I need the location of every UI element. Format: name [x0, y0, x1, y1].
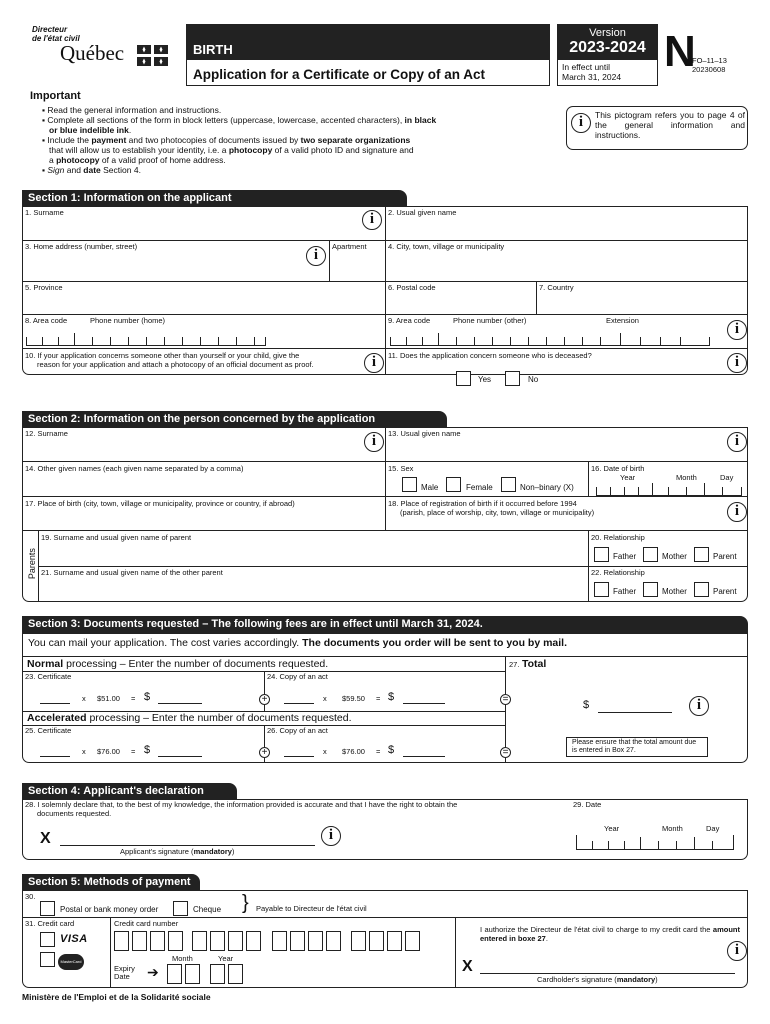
important-item-cont: that will allow us to establish your identity, i.e. a photocopy of a valid photo ID and signature and [49, 145, 414, 155]
field4-label: 4. City, town, village or municipality [388, 242, 505, 251]
info-icon[interactable]: i [727, 432, 747, 452]
money-order-checkbox[interactable] [40, 901, 55, 916]
info-icon[interactable]: i [727, 320, 747, 340]
arrow-right-icon: ➔ [147, 964, 159, 980]
field26-label: 26. Copy of an act [267, 726, 328, 735]
field2-label: 2. Usual given name [388, 208, 457, 217]
field8-label: 8. Area code [25, 316, 68, 325]
field11-label: 11. Does the application concern someone who is deceased? [388, 351, 592, 360]
info-icon[interactable]: i [364, 353, 384, 373]
section1-header: Section 1: Information on the applicant [22, 190, 407, 207]
day-label: Day [720, 473, 734, 482]
rel1-parent-checkbox[interactable] [694, 547, 709, 562]
signature-x: X [40, 830, 51, 847]
deceased-yes-checkbox[interactable] [456, 371, 471, 386]
rel2-mother-checkbox[interactable] [643, 582, 658, 597]
field27-label: 27. [509, 660, 520, 669]
pictogram-text: This pictogram refers you to page 4 of the general information and instructions. [595, 110, 745, 140]
visa-logo: VISA [60, 933, 88, 945]
equals-icon: = [500, 747, 511, 758]
field20-label: 20. Relationship [591, 533, 645, 542]
father-label: Father [613, 552, 637, 561]
equals-label: = [376, 694, 381, 703]
month-label: Month [662, 824, 683, 833]
important-item: ▪ Read the general information and instructions. [42, 105, 222, 115]
price23: $51.00 [97, 694, 120, 703]
equals-label: = [131, 747, 136, 756]
cheque-checkbox[interactable] [173, 901, 188, 916]
effect-line1: In effect until [562, 62, 611, 72]
cc-number-label: Credit card number [114, 919, 179, 928]
female-label: Female [466, 483, 493, 492]
version-box [557, 24, 658, 86]
qty26-input[interactable] [284, 756, 314, 757]
price24: $59.50 [342, 694, 365, 703]
gov-line1: Directeur [32, 25, 68, 34]
brace-icon: } [242, 892, 249, 914]
important-title: Important [30, 90, 81, 102]
version-years: 2023-2024 [569, 39, 646, 56]
normal-processing-label: Normal processing – Enter the number of documents requested. [27, 658, 329, 670]
qty23-input[interactable] [40, 703, 70, 704]
yes-label: Yes [478, 375, 492, 384]
expiry-label: Expiry [114, 964, 135, 973]
field29-label: 29. Date [573, 800, 602, 809]
authorization-text: I authorize the Directeur de l'état civil to charge to my credit card the amount entered in boxe 27. [480, 925, 740, 943]
mail-note: You can mail your application. The cost varies accordingly. The documents you order will be sent to you by mail. [28, 637, 567, 649]
sex-male-checkbox[interactable] [402, 477, 417, 492]
important-list [42, 105, 522, 175]
field16-label: 16. Date of birth [591, 464, 645, 473]
field10-label-cont: reason for your application and attach a photocopy of an official document as proof. [37, 360, 314, 369]
amount24-input[interactable] [403, 703, 445, 704]
field3-label: 3. Home address (number, street) [25, 242, 138, 251]
month-label: Month [172, 954, 193, 963]
dollar-label: $ [144, 691, 151, 703]
expiry-label-cont: Date [114, 972, 130, 981]
parent-label: Parent [713, 587, 737, 596]
form-title: Application for a Certificate or Copy of an Act [193, 67, 486, 82]
month-label: Month [676, 473, 697, 482]
important-item-cont: or blue indelible ink. [49, 125, 132, 135]
section3-header: Section 3: Documents requested – The following fees are in effect until March 31, 2024. [22, 616, 748, 633]
important-item: ▪ Sign and date Section 4. [42, 165, 141, 175]
parents-label: Parents [26, 548, 37, 580]
field6-label: 6. Postal code [388, 283, 436, 292]
x-label: x [323, 694, 327, 703]
info-icon[interactable]: i [727, 353, 747, 373]
field18-label-cont: (parish, place of worship, city, town, village or municipality) [400, 508, 595, 517]
cardholder-signature-x: X [462, 958, 473, 975]
father-label: Father [613, 587, 637, 596]
deceased-no-checkbox[interactable] [505, 371, 520, 386]
field15-label: 15. Sex [388, 464, 414, 473]
field30-label: 30. [25, 892, 36, 901]
rel2-parent-checkbox[interactable] [694, 582, 709, 597]
visa-checkbox[interactable] [40, 932, 55, 947]
dollar-label: $ [144, 744, 151, 756]
mastercard-checkbox[interactable] [40, 952, 55, 967]
price26: $76.00 [342, 747, 365, 756]
equals-label: = [376, 747, 381, 756]
info-icon[interactable]: i [321, 826, 341, 846]
field1-label: 1. Surname [25, 208, 64, 217]
info-icon[interactable]: i [727, 941, 747, 961]
important-item: ▪ Include the payment and two photocopies of documents issued by two separate organizations [42, 135, 411, 145]
fleur-de-lis-flag-icon [137, 45, 169, 67]
no-label: No [528, 375, 539, 384]
equals-icon: = [500, 694, 511, 705]
field5-label: 5. Province [25, 283, 63, 292]
section4-header: Section 4: Applicant's declaration [22, 783, 237, 800]
cheque-label: Cheque [193, 905, 222, 914]
sex-female-checkbox[interactable] [446, 477, 461, 492]
field23-label: 23. Certificate [25, 672, 72, 681]
apartment-label: Apartment [332, 242, 367, 251]
rel1-mother-checkbox[interactable] [643, 547, 658, 562]
x-label: x [323, 747, 327, 756]
total-input[interactable] [598, 712, 672, 713]
field7-label: 7. Country [539, 283, 574, 292]
version-label: Version [589, 27, 626, 39]
amount23-input[interactable] [158, 703, 202, 704]
form-type: BIRTH [193, 42, 233, 57]
field12-label: 12. Surname [25, 429, 68, 438]
mother-label: Mother [662, 587, 687, 596]
footer-ministry: Ministère de l'Emploi et de la Solidarité sociale [22, 992, 211, 1002]
info-icon[interactable]: i [727, 502, 747, 522]
parent-label: Parent [713, 552, 737, 561]
qty24-input[interactable] [284, 703, 314, 704]
year-label: Year [620, 473, 636, 482]
field28-label-cont: documents requested. [37, 809, 112, 818]
effect-line2: March 31, 2024 [562, 72, 622, 82]
price25: $76.00 [97, 747, 120, 756]
amount26-input[interactable] [403, 756, 445, 757]
info-icon[interactable]: i [364, 432, 384, 452]
rel2-father-checkbox[interactable] [594, 582, 609, 597]
rel1-father-checkbox[interactable] [594, 547, 609, 562]
field8-phone-label: Phone number (home) [90, 316, 166, 325]
mastercard-logo: MasterCard [58, 954, 84, 970]
info-icon[interactable]: i [689, 696, 709, 716]
nonbinary-label: Non–binary (X) [520, 483, 574, 492]
gov-line2: de l'état civil [32, 34, 80, 43]
form-code2: 20230608 [692, 65, 726, 74]
total-label: Total [522, 658, 547, 670]
applicant-signature-input[interactable] [60, 845, 315, 846]
sex-nonbinary-checkbox[interactable] [501, 477, 516, 492]
x-label: x [82, 747, 86, 756]
cardholder-signature-label: Cardholder's signature (mandatory) [537, 975, 658, 984]
form-letter: N [664, 27, 696, 76]
field28-label: 28. I solemnly declare that, to the best of my knowledge, the information provided is accurate and that I have the right to obtain the [25, 800, 458, 809]
qty25-input[interactable] [40, 756, 70, 757]
important-item-cont: a photocopy of a valid proof of home address. [49, 155, 226, 165]
info-icon[interactable]: i [306, 246, 326, 266]
year-label: Year [218, 954, 234, 963]
pictogram-note [566, 106, 748, 150]
field17-label: 17. Place of birth (city, town, village or municipality, province or country, if abroad) [25, 499, 295, 508]
field9-label: 9. Area code [388, 316, 431, 325]
home-phone-input[interactable] [26, 334, 266, 346]
dollar-label: $ [388, 691, 395, 703]
dollar-label: $ [583, 699, 590, 711]
field25-label: 25. Certificate [25, 726, 72, 735]
field14-label: 14. Other given names (each given name separated by a comma) [25, 464, 244, 473]
payable-label: Payable to Directeur de l'état civil [256, 904, 367, 913]
field19-label: 19. Surname and usual given name of parent [41, 533, 192, 542]
declaration-date-input[interactable] [576, 838, 734, 850]
info-icon[interactable]: i [362, 210, 382, 230]
male-label: Male [421, 483, 439, 492]
field31-label: 31. Credit card [25, 919, 75, 928]
info-icon: i [571, 113, 591, 133]
important-item: ▪ Complete all sections of the form in block letters (uppercase, lowercase, accented characters), in black [42, 115, 437, 125]
field10-label: 10. If your application concerns someone other than yourself or your child, give the [25, 351, 300, 360]
money-order-label: Postal or bank money order [60, 905, 159, 914]
gov-name: Québec [60, 41, 125, 65]
form-code1: FO–11–13 [692, 56, 727, 65]
cardholder-signature-input[interactable] [480, 973, 735, 974]
field24-label: 24. Copy of an act [267, 672, 328, 681]
equals-label: = [131, 694, 136, 703]
other-phone-input[interactable] [390, 334, 710, 346]
total-note: Please ensure that the total amount due is entered in Box 27. [566, 737, 708, 757]
dollar-label: $ [388, 744, 395, 756]
section2-header: Section 2: Information on the person concerned by the application [22, 411, 447, 428]
amount25-input[interactable] [158, 756, 202, 757]
plus-icon: + [259, 747, 270, 758]
birth-date-input[interactable] [596, 484, 742, 496]
applicant-signature-label: Applicant's signature (mandatory) [120, 847, 235, 856]
section5-header: Section 5: Methods of payment [22, 874, 200, 891]
x-label: x [82, 694, 86, 703]
quebec-logo [30, 25, 170, 67]
field18-label: 18. Place of registration of birth if it occurred before 1994 [388, 499, 577, 508]
plus-icon: + [259, 694, 270, 705]
field22-label: 22. Relationship [591, 568, 645, 577]
year-label: Year [604, 824, 620, 833]
field9-phone-label: Phone number (other) [453, 316, 527, 325]
mother-label: Mother [662, 552, 687, 561]
accelerated-processing-label: Accelerated processing – Enter the number of documents requested. [27, 712, 352, 724]
extension-label: Extension [606, 316, 639, 325]
field21-label: 21. Surname and usual given name of the other parent [41, 568, 223, 577]
day-label: Day [706, 824, 720, 833]
form-title-box [186, 24, 550, 86]
field13-label: 13. Usual given name [388, 429, 461, 438]
